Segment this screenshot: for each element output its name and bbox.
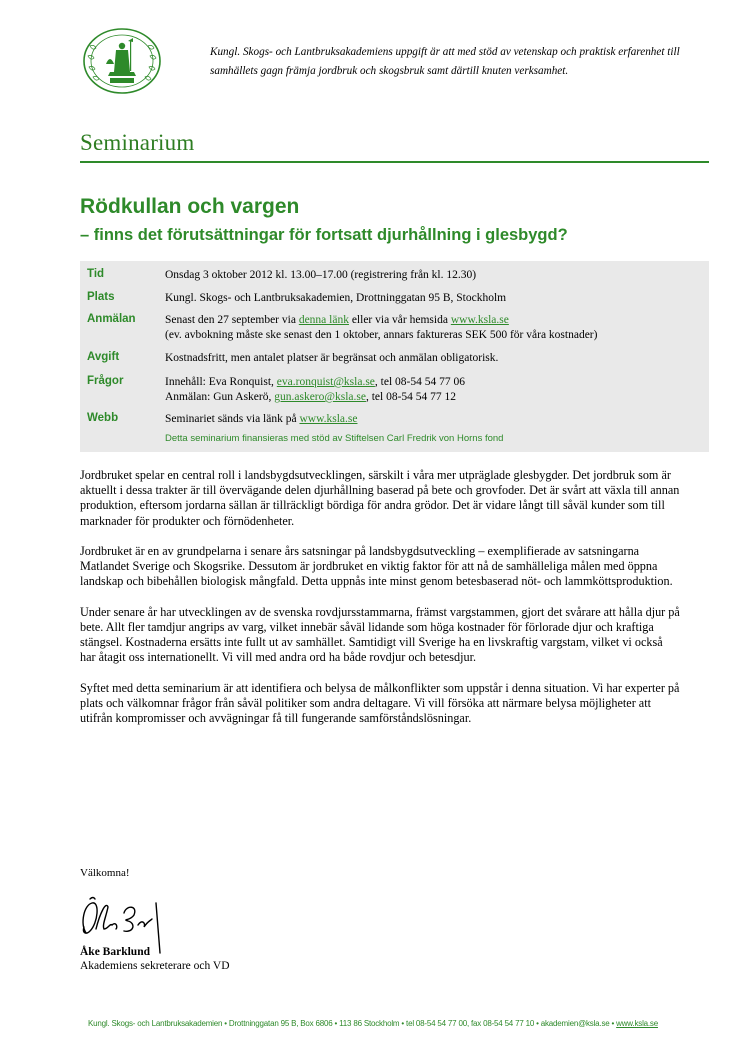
signer-name: Åke Barklund	[80, 946, 150, 958]
info-label-webb: Webb	[87, 412, 119, 424]
info-value-anmalan-note: (ev. avbokning måste ske senast den 1 oktober, annars faktureras SEK 500 för våra kostnader)	[165, 329, 598, 341]
signer-title: Akademiens sekreterare och VD	[80, 960, 230, 972]
fragor-content-phone: , tel 08-54 54 77 06	[374, 376, 465, 388]
body-text	[80, 468, 680, 742]
info-value-fragor-content	[165, 375, 465, 390]
webb-text: Seminariet sänds via länk på	[165, 413, 300, 425]
website-link[interactable]: www.ksla.se	[450, 314, 509, 326]
footer-website-link[interactable]: www.ksla.se	[616, 1019, 658, 1028]
paragraph-4: Syftet med detta seminarium är att identifiera och belysa de målkonflikter som uppstår i denna situation. Vi har experter på plats och välkomnar frågor från såväl politiker som andra deltagare. Vi vill försöka att närmare belysa möjligheter att utifrån kompromisser och avvägningar få till fungerande samförståndslösningar.	[80, 680, 680, 726]
footer-text: Kungl. Skogs- och Lantbruksakademien • Drottninggatan 95 B, Box 6806 • 113 86 Stockholm • tel 08-54 54 77 00, fax 08-54 54 77 10 • akademien@ksla.se •	[88, 1019, 617, 1028]
info-label-anmalan: Anmälan	[87, 313, 136, 325]
info-value-anmalan	[165, 313, 509, 328]
fragor-content-text: Innehåll: Eva Ronquist,	[165, 376, 277, 388]
email-link-gun[interactable]: gun.askero@ksla.se	[274, 391, 366, 403]
seminar-info-box	[80, 261, 709, 452]
academy-seal-logo	[80, 26, 164, 96]
section-divider	[80, 161, 709, 163]
info-label-fragor: Frågor	[87, 375, 124, 387]
section-title: Seminarium	[80, 130, 195, 155]
seminar-title: Rödkullan och vargen	[80, 195, 300, 218]
info-value-tid: Onsdag 3 oktober 2012 kl. 13.00–17.00 (registrering från kl. 12.30)	[165, 269, 477, 281]
info-value-webb	[165, 412, 357, 427]
funding-note: Detta seminarium finansieras med stöd av Stiftelsen Carl Fredrik von Horns fond	[165, 433, 504, 444]
academy-mission-statement: Kungl. Skogs- och Lantbruksakademiens uppgift är att med stöd av vetenskap och praktisk erfarenhet till samhällets gagn främja jordbruk och skogsbruk samt därtill knuten verksamhet.	[210, 46, 680, 77]
webcast-link[interactable]: www.ksla.se	[299, 413, 358, 425]
anmalan-text-mid: eller via vår hemsida	[348, 314, 451, 326]
footer-address	[0, 1019, 746, 1028]
fragor-registration-text: Anmälan: Gun Askerö,	[165, 391, 275, 403]
info-label-plats: Plats	[87, 291, 115, 303]
paragraph-3: Under senare år har utvecklingen av de svenska rovdjursstammarna, främst vargstammen, gjort det svårare att hålla djur på bete. Allt fler tamdjur angrips av varg, vilket innebär såväl lidande som höga kostnader för förlorade djur och kraftiga stängsel. Kostnaderna ersätts inte fullt ut av samhället. Samtidigt vill Sverige ha en livskraftig vargstam, vilket vi också har åtagit oss internationellt. Vi vill med andra ord ha både rovdjur och betesdjur.	[80, 604, 680, 665]
info-value-plats: Kungl. Skogs- och Lantbruksakademien, Drottninggatan 95 B, Stockholm	[165, 292, 507, 304]
paragraph-1: Jordbruket spelar en central roll i landsbygdsutvecklingen, särskilt i våra mer utpräglade glesbygder. Det jordbruk som är aktuellt i dessa trakter är till övervägande delen djurhållning baserad på bete och grovfoder. Det är svårt att växla till annan produktion, eftersom jordarna sällan är tillräckligt bördiga för andra grödor. Det är vidare långt till såväl kunder som till marknader för produkter och förnödenheter.	[80, 468, 680, 528]
info-value-fragor-registration	[165, 390, 456, 405]
info-label-tid: Tid	[87, 268, 105, 280]
paragraph-2: Jordbruket är en av grundpelarna i senare års satsningar på landsbygdsutveckling – exemplifierade av satsningarna Matlandet Sverige och Skogsrike. Dessutom är jordbruket en viktig faktor för att nå de samhälleliga målen med öppna landskap och bibehållen biologisk mångfald. Detta uppnås inte minst genom betesbaserad nöt- och lammköttsproduktion.	[80, 544, 673, 589]
anmalan-text: Senast den 27 september via	[165, 314, 299, 326]
fragor-registration-phone: , tel 08-54 54 77 12	[365, 391, 457, 403]
info-value-avgift: Kostnadsfritt, men antalet platser är begränsat och anmälan obligatorisk.	[165, 352, 499, 364]
seminar-subtitle: – finns det förutsättningar för fortsatt djurhållning i glesbygd?	[80, 226, 568, 244]
email-link-eva[interactable]: eva.ronquist@ksla.se	[276, 376, 375, 388]
info-label-avgift: Avgift	[87, 351, 120, 363]
registration-link[interactable]: denna länk	[298, 314, 349, 326]
welcome-text: Välkomna!	[80, 867, 130, 879]
